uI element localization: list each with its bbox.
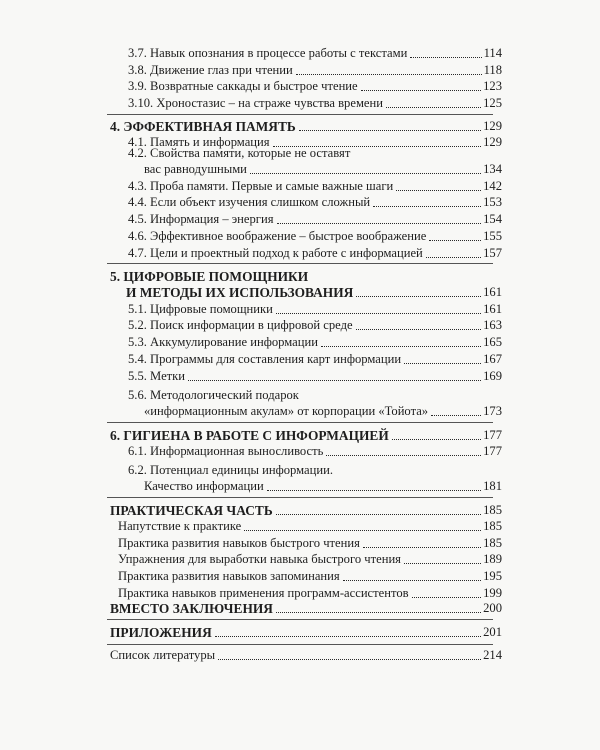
toc-page-number: 199: [483, 585, 502, 600]
toc-entry-label: Напутствие к практике: [118, 518, 242, 533]
toc-page-number: 157: [483, 245, 502, 260]
toc-page-number: 181: [483, 479, 502, 494]
dot-leader: [276, 313, 481, 314]
dot-leader: [215, 636, 481, 637]
toc-entry-label: 4.7. Цели и проектный подход к работе с информацией: [128, 245, 423, 260]
toc-entry-4-7: [128, 246, 502, 261]
toc-page-number: 200: [483, 600, 502, 615]
toc-entry-5-1: [128, 302, 502, 317]
toc-page-number: 185: [483, 535, 502, 550]
dot-leader: [267, 490, 481, 491]
divider: [107, 619, 493, 620]
toc-conclusion: [110, 601, 502, 616]
dot-leader: [412, 597, 482, 598]
toc-page-number: 123: [483, 79, 502, 94]
toc-entry-3-7: [128, 46, 502, 61]
divider: [107, 497, 493, 498]
toc-entry-label: 6.1. Информационная выносливость: [128, 444, 324, 459]
dot-leader: [188, 380, 481, 381]
toc-chapter-label: ВМЕСТО ЗАКЛЮЧЕНИЯ: [110, 600, 273, 616]
dot-leader: [218, 659, 481, 660]
dot-leader: [361, 90, 481, 91]
toc-entry-label: 3.8. Движение глаз при чтении: [128, 62, 293, 77]
toc-references: [110, 648, 502, 663]
toc-page-number: 163: [483, 318, 502, 333]
dot-leader: [299, 130, 481, 131]
dot-leader: [410, 57, 481, 58]
toc-entry-5-3: [128, 335, 502, 350]
toc-entry-4-6: [128, 229, 502, 244]
dot-leader: [386, 107, 481, 108]
toc-entry-label: Практика навыков применения программ-ассистентов: [118, 585, 409, 600]
toc-page-number: 167: [483, 351, 502, 366]
dot-leader: [396, 190, 481, 191]
toc-page-number: 161: [483, 285, 502, 299]
toc-entry-label: 4.1. Память и информация: [128, 134, 270, 149]
dot-leader: [343, 580, 481, 581]
toc-chapter-label: 6. ГИГИЕНА В РАБОТЕ С ИНФОРМАЦИЕЙ: [110, 428, 389, 444]
toc-practice-4: [118, 569, 502, 584]
dot-leader: [321, 346, 481, 347]
dot-leader: [276, 612, 481, 613]
toc-entry-3-8: [128, 63, 502, 78]
toc-chapter-label: 4. ЭФФЕКТИВНАЯ ПАМЯТЬ: [110, 118, 296, 134]
toc-page-number: 165: [483, 335, 502, 350]
toc-entry-label: 3.9. Возвратные саккады и быстрое чтение: [128, 79, 358, 94]
dot-leader: [363, 547, 481, 548]
toc-chapter-5: [126, 285, 502, 300]
toc-entry-6-2: [144, 479, 502, 494]
toc-page-number: 114: [483, 46, 502, 60]
toc-entry-3-10: [128, 96, 502, 111]
toc-entry-label: 4.6. Эффективное воображение – быстрое воображение: [128, 228, 427, 243]
dot-leader: [392, 439, 481, 440]
toc-entry-label: «информационным акулам» от корпорации «Тойота»: [144, 403, 429, 418]
toc-entry-label: 3.10. Хроностазис – на страже чувства времени: [128, 96, 383, 111]
dot-leader: [296, 74, 482, 75]
toc-chapter-label: ПРИЛОЖЕНИЯ: [110, 625, 212, 641]
divider: [107, 422, 493, 423]
toc-entry-label: вас равнодушными: [144, 162, 247, 176]
toc-entry-label: 5.4. Программы для составления карт информации: [128, 351, 402, 366]
toc-entry-label: 4.5. Информация – энергия: [128, 212, 274, 227]
toc-page-number: 169: [483, 368, 502, 383]
toc-entry-label: 4.3. Проба памяти. Первые и самые важные шаги: [128, 178, 394, 193]
dot-leader: [250, 173, 481, 174]
toc-entry-label: 5.2. Поиск информации в цифровой среде: [128, 318, 353, 333]
toc-entry-4-2-line1: 4.2. Свойства памяти, которые не оставят: [128, 146, 351, 161]
toc-entry-label: Упражнения для выработки навыка быстрого чтения: [118, 552, 401, 567]
toc-page-number: 142: [483, 178, 502, 193]
divider: [107, 644, 493, 645]
toc-entry-label: Практика развития навыков быстрого чтения: [118, 535, 360, 550]
toc-entry-5-5: [128, 369, 502, 384]
toc-page-number: 201: [483, 625, 502, 640]
toc-entry-6-1: [128, 444, 502, 459]
dot-leader: [404, 363, 481, 364]
toc-page-number: 214: [483, 648, 502, 662]
toc-page-number: 185: [483, 503, 502, 517]
dot-leader: [276, 514, 481, 515]
toc-entry-label: 5.5. Метки: [128, 368, 186, 383]
toc-entry-4-2: [144, 162, 502, 177]
toc-page-number: 173: [483, 403, 502, 418]
toc-practice-1: [118, 519, 502, 534]
toc-page-number: 129: [483, 134, 502, 149]
dot-leader: [429, 240, 481, 241]
toc-chapter-label: ПРАКТИЧЕСКАЯ ЧАСТЬ: [110, 503, 273, 518]
toc-page-number: 185: [483, 518, 502, 533]
toc-practice: [110, 503, 502, 518]
toc-page-number: 177: [483, 428, 502, 443]
toc-entry-4-3: [128, 179, 502, 194]
dot-leader: [426, 257, 481, 258]
toc-entry-label: Качество информации: [144, 479, 264, 494]
toc-chapter-label: И МЕТОДЫ ИХ ИСПОЛЬЗОВАНИЯ: [126, 285, 354, 300]
toc-entry-5-4: [128, 352, 502, 367]
dot-leader: [356, 296, 481, 297]
dot-leader: [404, 563, 481, 564]
dot-leader: [356, 329, 482, 330]
dot-leader: [373, 206, 481, 207]
toc-entry-5-6-line1: 5.6. Методологический подарок: [128, 387, 299, 402]
toc-practice-3: [118, 552, 502, 567]
toc-entry-label: 3.7. Навык опознания в процессе работы с текстами: [128, 46, 408, 60]
toc-entry-4-5: [128, 212, 502, 227]
toc-chapter-4: [110, 119, 502, 134]
toc-page-number: 118: [483, 62, 502, 77]
toc-entry-3-9: [128, 79, 502, 94]
toc-page-number: 134: [483, 162, 502, 176]
toc-entry-4-4: [128, 195, 502, 210]
toc-chapter-5-line1: 5. ЦИФРОВЫЕ ПОМОЩНИКИ: [110, 269, 309, 285]
toc-entry-label: Практика развития навыков запоминания: [118, 568, 340, 583]
dot-leader: [431, 415, 481, 416]
dot-leader: [277, 223, 482, 224]
divider: [107, 114, 493, 115]
toc-chapter-6: [110, 428, 502, 443]
toc-practice-2: [118, 536, 502, 551]
toc-entry-5-2: [128, 318, 502, 333]
dot-leader: [326, 455, 481, 456]
toc-page-number: 129: [483, 118, 502, 133]
toc-page-number: 161: [483, 301, 502, 316]
toc-page-number: 153: [483, 195, 502, 210]
dot-leader: [244, 530, 481, 531]
toc-practice-5: [118, 586, 502, 601]
toc-entry-label: 5.1. Цифровые помощники: [128, 301, 273, 316]
toc-appendix: [110, 625, 502, 640]
toc-entry-label: Список литературы: [110, 648, 216, 662]
toc-entry-label: 5.3. Аккумулирование информации: [128, 335, 318, 350]
toc-page-number: 155: [483, 228, 502, 243]
toc-page-number: 189: [483, 552, 502, 567]
divider: [107, 263, 493, 264]
toc-page-number: 177: [483, 444, 502, 459]
toc-entry-6-2-line1: 6.2. Потенциал единицы информации.: [128, 462, 333, 477]
toc-entry-5-6: [144, 404, 502, 419]
toc-page-number: 154: [483, 212, 502, 227]
toc-page-number: 195: [483, 568, 502, 583]
toc-page-number: 125: [483, 96, 502, 111]
toc-entry-label: 4.4. Если объект изучения слишком сложный: [128, 195, 371, 210]
